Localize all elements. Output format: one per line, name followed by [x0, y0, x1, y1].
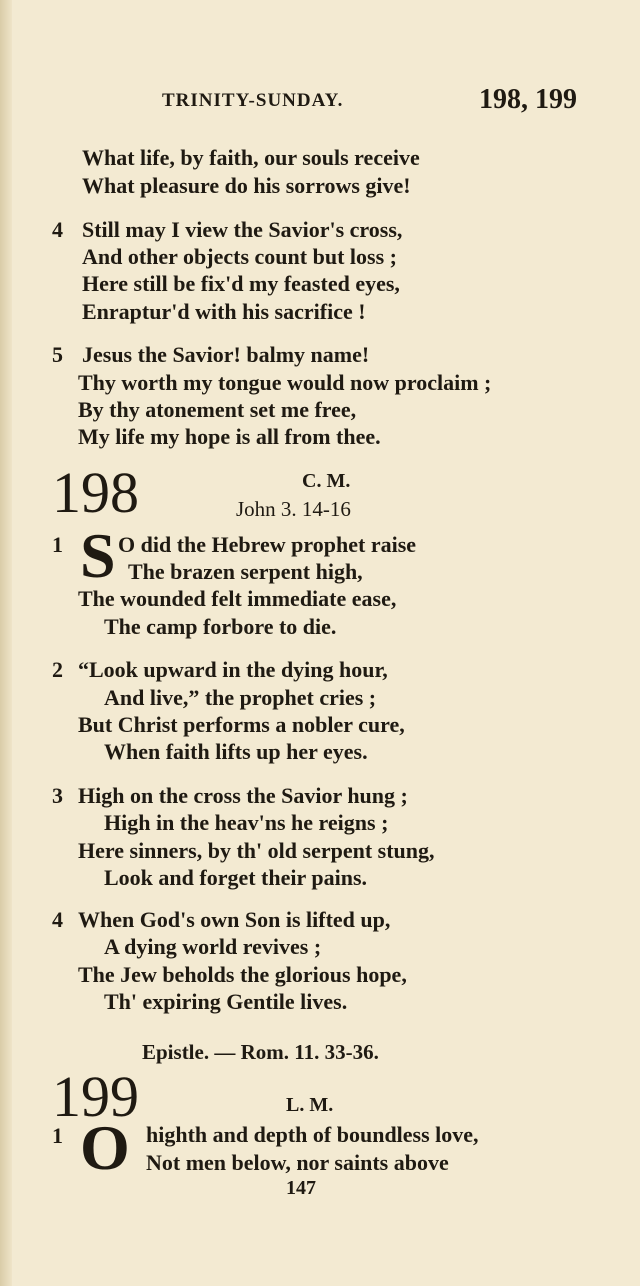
- verse-number: 2: [52, 657, 63, 682]
- verse-line: Here still be fix'd my feasted eyes,: [82, 271, 400, 296]
- verse-line: And other objects count but loss ;: [82, 244, 397, 269]
- verse-line: Look and forget their pains.: [104, 865, 368, 890]
- hymn-number: 198: [52, 460, 139, 525]
- header-hymn-numbers: 198, 199: [479, 84, 577, 115]
- verse-line: A dying world revives ;: [104, 934, 322, 959]
- verse-line: highth and depth of boundless love,: [146, 1122, 479, 1147]
- verse-line: High on the cross the Savior hung ;: [78, 783, 408, 808]
- verse-line: Still may I view the Savior's cross,: [82, 217, 403, 242]
- scripture-reference: John 3. 14-16: [236, 497, 351, 521]
- verse-line: The wounded felt immediate ease,: [78, 586, 397, 611]
- verse-line: Jesus the Savior! balmy name!: [82, 342, 370, 367]
- verse-number: 3: [52, 783, 63, 808]
- page-number: 147: [286, 1177, 316, 1199]
- drop-cap: O: [80, 1112, 130, 1183]
- verse-line: What life, by faith, our souls receive: [82, 145, 420, 170]
- verse-line: The camp forbore to die.: [104, 614, 337, 639]
- verse-line: By thy atonement set me free,: [78, 397, 357, 422]
- verse-line: When God's own Son is lifted up,: [78, 907, 391, 932]
- verse-line: The Jew beholds the glorious hope,: [78, 962, 407, 987]
- hymn-meter: C. M.: [302, 470, 351, 492]
- verse-number: 1: [52, 1123, 63, 1148]
- drop-cap: S: [80, 520, 116, 591]
- verse-line: O did the Hebrew prophet raise: [118, 532, 417, 557]
- running-title: TRINITY-SUNDAY.: [162, 90, 344, 111]
- epistle-heading: Epistle. — Rom. 11. 33-36.: [142, 1040, 379, 1064]
- verse-number: 5: [52, 342, 63, 367]
- verse-line: But Christ performs a nobler cure,: [78, 712, 405, 737]
- verse-line: Here sinners, by th' old serpent stung,: [78, 838, 435, 863]
- verse-number: 4: [52, 907, 63, 932]
- verse-line: When faith lifts up her eyes.: [104, 739, 368, 764]
- verse-line: And live,” the prophet cries ;: [104, 685, 377, 710]
- verse-line: The brazen serpent high,: [128, 559, 363, 584]
- hymn-meter: L. M.: [286, 1094, 334, 1116]
- hymn-number: 199: [52, 1064, 139, 1129]
- verse-line: “Look upward in the dying hour,: [78, 657, 388, 682]
- verse-line: Not men below, nor saints above: [146, 1150, 449, 1175]
- page-edge: [0, 0, 12, 1286]
- verse-line: High in the heav'ns he reigns ;: [104, 810, 389, 835]
- verse-line: What pleasure do his sorrows give!: [82, 173, 411, 198]
- verse-number: 4: [52, 217, 63, 242]
- verse-line: Th' expiring Gentile lives.: [104, 989, 348, 1014]
- verse-line: Thy worth my tongue would now proclaim ;: [78, 370, 492, 395]
- verse-line: My life my hope is all from thee.: [78, 424, 381, 449]
- verse-line: Enraptur'd with his sacrifice !: [82, 299, 366, 324]
- verse-number: 1: [52, 532, 63, 557]
